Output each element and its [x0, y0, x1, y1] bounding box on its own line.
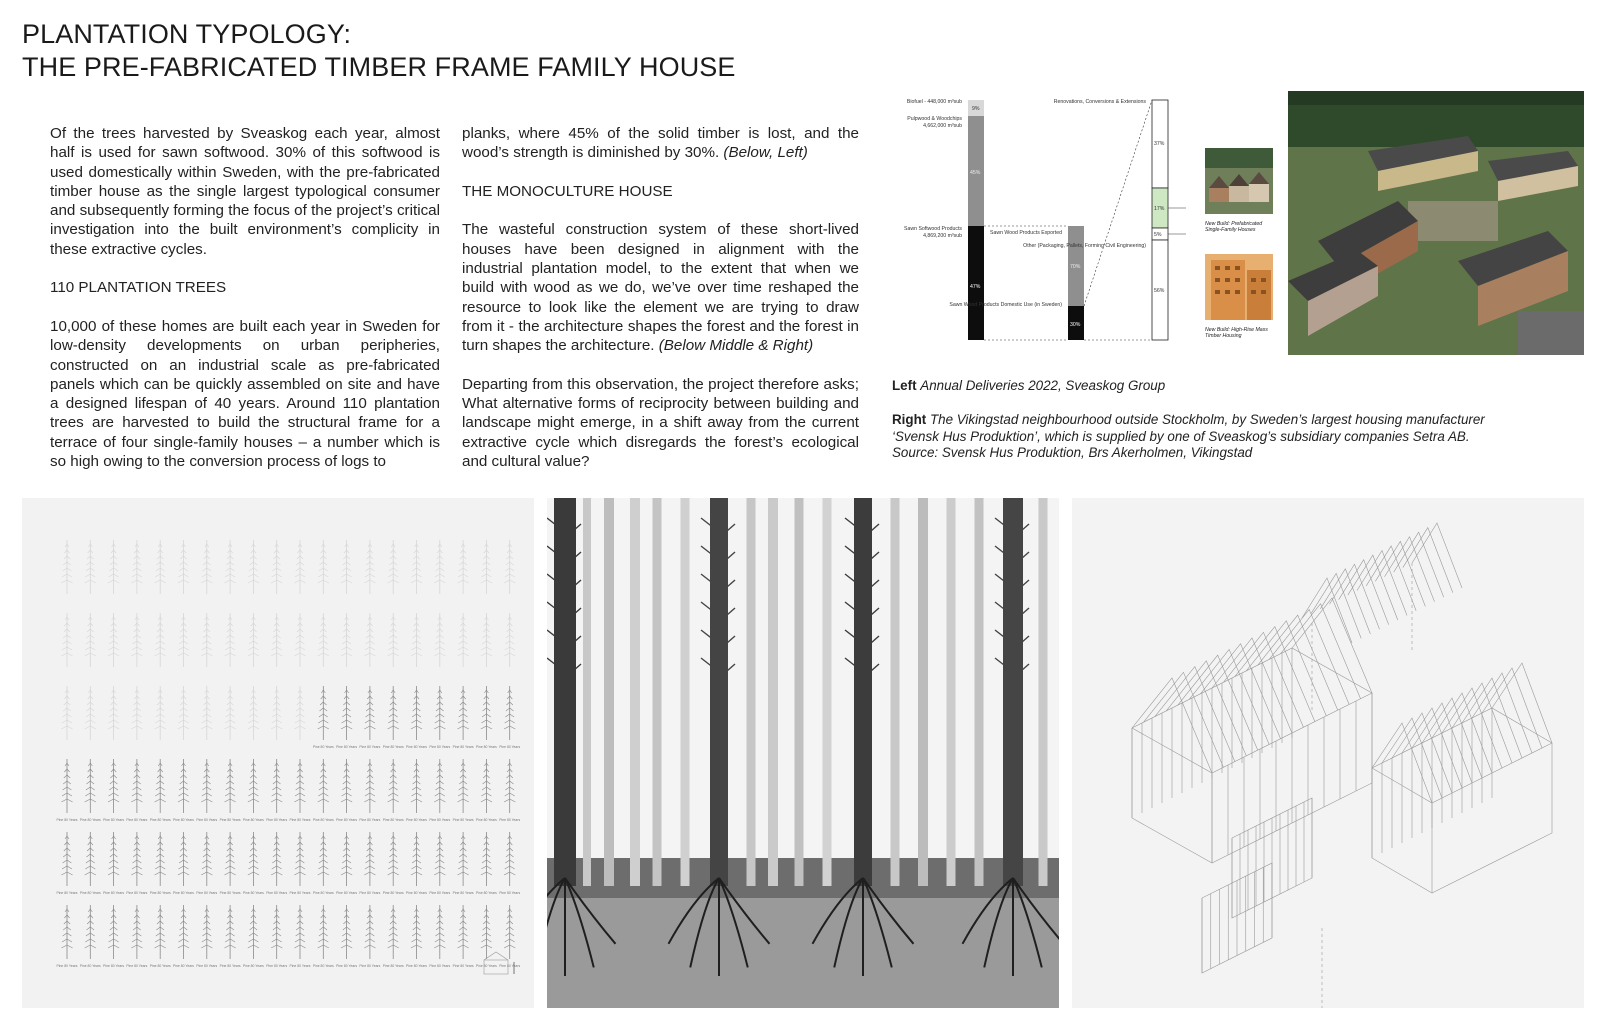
- pct-domestic: 30%: [1070, 322, 1081, 328]
- tree-label: Pine 80 Years: [312, 745, 334, 749]
- plantation-tree: [499, 905, 520, 968]
- plantation-tree: [225, 686, 236, 740]
- tree-label: Pine 80 Years: [382, 891, 404, 895]
- tree-trunk: [604, 498, 614, 886]
- plantation-tree: [201, 686, 212, 740]
- bar-sawn-softwood: [968, 226, 984, 340]
- tree-label: Pine 80 Years: [359, 818, 381, 822]
- plantation-tree: [383, 832, 404, 895]
- tree-label: Pine 80 Years: [475, 818, 497, 822]
- plantation-tree: [248, 540, 259, 594]
- thumb-houses-image: [1205, 148, 1273, 214]
- planks-paragraph: [462, 124, 859, 163]
- plantation-tree: [271, 686, 282, 740]
- pct-sawn: 47%: [970, 284, 981, 290]
- pct-renovations: 37%: [1154, 141, 1165, 147]
- plantation-tree: [388, 540, 399, 594]
- caption-right-line-2: ‘Svensk Hus Produktion’, which is supplied by one of Sveaskog’s subsidiary companies Setra AB.: [892, 428, 1470, 444]
- label-highrise: New Build: High-Rise Mass Timber Housing: [1205, 327, 1268, 339]
- plantation-tree: [481, 540, 492, 594]
- title-line-2: THE PRE-FABRICATED TIMBER FRAME FAMILY HOUSE: [22, 52, 736, 82]
- plantation-tree: [458, 613, 469, 667]
- plantation-tree: [150, 759, 171, 822]
- text-column-left: [50, 124, 440, 491]
- plantation-tree: [150, 905, 171, 968]
- tree-label: Pine 80 Years: [452, 745, 474, 749]
- planks-reference: (Below, Left): [723, 144, 808, 162]
- plantation-tree: [453, 832, 474, 895]
- pct-other: 56%: [1154, 288, 1165, 294]
- tree-label: Pine 80 Years: [499, 745, 521, 749]
- text-column-middle: [462, 124, 859, 491]
- plantation-tree: [294, 613, 305, 667]
- tree-label: Pine 80 Years: [56, 891, 78, 895]
- plantation-tree: [108, 686, 119, 740]
- plantation-tree: [201, 540, 212, 594]
- plantation-tree: [266, 759, 287, 822]
- tree-trunk: [823, 498, 832, 886]
- tree-label: Pine 80 Years: [359, 891, 381, 895]
- plantation-tree: [359, 686, 380, 749]
- caption-right-label: Right: [892, 412, 927, 427]
- plantation-tree: [85, 686, 96, 740]
- homes-paragraph: 10,000 of these homes are built each year in Sweden for low-density developments on urban peripheries, constructed on an industrial scale as pre-fabricated panels which can be quickly assembled on site and have a designed lifespan of 40 years. Around 110 plantation trees are harvested to build the structural frame for a terrace of four single-family houses – a number which is so high owing to the conversion process of logs to: [50, 317, 440, 471]
- plantation-tree: [61, 540, 72, 594]
- tree-label: Pine 80 Years: [56, 964, 78, 968]
- plantation-tree: [243, 759, 264, 822]
- plantation-tree: [266, 832, 287, 895]
- tree-label: Pine 80 Years: [406, 891, 427, 895]
- plantation-tree: [131, 686, 142, 740]
- plantation-tree: [131, 613, 142, 667]
- plantation-tree: [429, 759, 450, 822]
- plantation-tree: [225, 540, 236, 594]
- plantation-tree: [61, 686, 72, 740]
- tree-label: Pine 80 Years: [149, 818, 171, 822]
- tree-label: Pine 80 Years: [149, 891, 171, 895]
- plantation-tree: [173, 759, 194, 822]
- label-other: Other (Packaging, Pallets, Forming Civil Engineering): [1023, 243, 1146, 249]
- tree-trunk: [681, 498, 690, 886]
- plantation-tree: [57, 905, 78, 968]
- tree-label: Pine 80 Years: [336, 891, 358, 895]
- tree-label: Pine 80 Years: [382, 818, 404, 822]
- tree-trunk: [653, 498, 662, 886]
- plantation-tree: [85, 613, 96, 667]
- tree-label: Pine 80 Years: [219, 964, 241, 968]
- tree-label: Pine 80 Years: [242, 964, 264, 968]
- tree-label: Pine 80 Years: [266, 891, 288, 895]
- plantation-tree: [499, 832, 520, 895]
- label-exported: Sawn Wood Products Exported: [990, 230, 1062, 236]
- plantation-tree: [341, 540, 352, 594]
- tree-label: Pine 80 Years: [382, 745, 404, 749]
- plantation-tree: [383, 759, 404, 822]
- tree-label: Pine 80 Years: [219, 818, 241, 822]
- monoculture-reference: (Below Middle & Right): [658, 337, 814, 355]
- tree-grid-panel: [22, 498, 534, 1008]
- label-pulpwood-volume: 4,662,000 m³sub: [923, 123, 962, 129]
- caption-right-line-3: Source: Svensk Hus Produktion, Brs Akerholmen, Vikingstad: [892, 445, 1253, 460]
- plantation-tree: [85, 540, 96, 594]
- plantation-tree: [406, 759, 427, 822]
- tree-label: Pine 80 Years: [126, 818, 148, 822]
- tree-label: Pine 80 Years: [406, 964, 427, 968]
- plantation-tree: [313, 686, 334, 749]
- thumb-highrise: [1205, 254, 1273, 339]
- plantation-tree: [266, 905, 287, 968]
- caption-left-text: Annual Deliveries 2022, Sveaskog Group: [920, 378, 1166, 393]
- plantation-tree: [383, 905, 404, 968]
- plantation-tree: [103, 832, 124, 895]
- plantation-tree: [271, 540, 282, 594]
- tree-label: Pine 80 Years: [336, 964, 358, 968]
- tree-label: Pine 80 Years: [242, 818, 264, 822]
- plantation-tree: [318, 540, 329, 594]
- plantation-tree: [173, 905, 194, 968]
- section-heading-monoculture: THE MONOCULTURE HOUSE: [462, 182, 673, 200]
- plantation-tree: [406, 905, 427, 968]
- intro-paragraph: Of the trees harvested by Sveaskog each year, almost half is used for sawn softwood. 30% of this softwood is used domestically within Sweden, with the pre-fabricated timber house as the single largest typological consumer and subsequently forming the focus of the project’s critical investigation into the built environment’s complicity in these extractive cycles.: [50, 125, 440, 258]
- tree-label: Pine 80 Years: [196, 818, 218, 822]
- plantation-tree: [318, 613, 329, 667]
- vikingstad-aerial-photo: [1288, 91, 1584, 355]
- plantation-tree: [429, 832, 450, 895]
- plantation-tree: [126, 759, 147, 822]
- plantation-tree: [290, 832, 311, 895]
- tree-label: Pine 80 Years: [312, 891, 334, 895]
- label-sawn: Sawn Softwood Products: [904, 226, 962, 232]
- question-paragraph: Departing from this observation, the project therefore asks; What alternative forms of reciprocity between building and landscape might emerge, in a shift away from the current extractive cycle which disregards the forest’s ecological and cultural value?: [462, 375, 859, 471]
- plantation-tree: [458, 540, 469, 594]
- tree-label: Pine 80 Years: [406, 745, 427, 749]
- plantation-tree: [271, 613, 282, 667]
- plantation-tree: [80, 832, 101, 895]
- plantation-tree: [411, 540, 422, 594]
- plantation-tree: [429, 686, 450, 749]
- tree-grid: [22, 498, 534, 1008]
- tree-label: Pine 80 Years: [452, 964, 474, 968]
- pct-new-houses: 17%: [1154, 206, 1165, 212]
- caption-left: [892, 378, 1165, 395]
- plantation-tree: [178, 613, 189, 667]
- frame-lines: [1132, 523, 1552, 1008]
- label-domestic: Sawn Wood Products Domestic Use (in Sweden): [949, 302, 1062, 308]
- plantation-tree: [476, 759, 497, 822]
- tree-label: Pine 80 Years: [103, 891, 125, 895]
- label-biofuel: Biofuel - 448,000 m³sub: [906, 99, 962, 105]
- plantation-tree: [220, 759, 241, 822]
- plantation-tree: [173, 832, 194, 895]
- tree-trunk: [975, 498, 984, 886]
- plantation-tree: [155, 540, 166, 594]
- plantation-tree: [504, 613, 515, 667]
- label-renovations: Renovations, Conversions & Extensions: [1053, 99, 1146, 105]
- plantation-tree: [434, 540, 445, 594]
- forest-drawing-panel: [547, 498, 1059, 1008]
- tree-label: Pine 80 Years: [173, 964, 194, 968]
- plantation-tree: [336, 759, 357, 822]
- tree-label: Pine 80 Years: [103, 964, 125, 968]
- label-sawn-volume: 4,869,200 m³sub: [923, 233, 962, 239]
- label-pulpwood: Pulpwood & Woodchips: [907, 116, 962, 122]
- thumb-new-houses: [1205, 148, 1273, 233]
- tree-trunk: [1039, 498, 1048, 886]
- plantation-tree: [499, 759, 520, 822]
- plantation-tree: [243, 832, 264, 895]
- tree-label: Pine 80 Years: [475, 891, 497, 895]
- plantation-tree: [178, 540, 189, 594]
- tree-label: Pine 80 Years: [312, 818, 334, 822]
- pct-pulpwood: 45%: [970, 170, 981, 176]
- plantation-tree: [341, 613, 352, 667]
- plantation-tree: [453, 759, 474, 822]
- tree-trunk: [947, 498, 956, 886]
- tree-label: Pine 80 Years: [429, 891, 451, 895]
- plantation-tree: [336, 832, 357, 895]
- tree-label: Pine 80 Years: [382, 964, 404, 968]
- tree-label: Pine 80 Years: [266, 818, 288, 822]
- plantation-tree: [126, 832, 147, 895]
- tree-label: Pine 80 Years: [336, 818, 358, 822]
- plantation-tree: [429, 905, 450, 968]
- plantation-tree: [103, 759, 124, 822]
- tree-label: Pine 80 Years: [56, 818, 78, 822]
- plantation-tree: [155, 686, 166, 740]
- tree-label: Pine 80 Years: [429, 745, 451, 749]
- plantation-tree: [453, 686, 474, 749]
- plantation-tree: [476, 832, 497, 895]
- tree-label: Pine 80 Years: [126, 891, 148, 895]
- tree-trunk: [918, 498, 928, 886]
- plantation-tree: [196, 832, 217, 895]
- plantation-tree: [294, 540, 305, 594]
- plantation-tree: [481, 613, 492, 667]
- plantation-tree: [313, 759, 334, 822]
- tree-label: Pine 80 Years: [149, 964, 171, 968]
- tree-label: Pine 80 Years: [452, 891, 474, 895]
- caption-right: [892, 412, 1485, 462]
- timber-frame-axonometric-panel: [1072, 498, 1584, 1008]
- pct-exported: 70%: [1070, 264, 1081, 270]
- plantation-tree: [248, 686, 259, 740]
- plantation-tree: [108, 540, 119, 594]
- tree-label: Pine 80 Years: [336, 745, 358, 749]
- tree-trunk: [768, 498, 778, 886]
- plantation-tree: [178, 686, 189, 740]
- plantation-tree: [57, 832, 78, 895]
- plantation-tree: [108, 613, 119, 667]
- plantation-tree: [406, 832, 427, 895]
- section-heading-plantation-trees: 110 PLANTATION TREES: [50, 279, 227, 297]
- pct-biofuel: 9%: [972, 106, 980, 112]
- plantation-tree: [336, 905, 357, 968]
- tree-label: Pine 80 Years: [79, 818, 101, 822]
- tree-label: Pine 80 Years: [499, 964, 521, 968]
- plantation-tree: [243, 905, 264, 968]
- plantation-tree: [126, 905, 147, 968]
- plantation-tree: [364, 613, 375, 667]
- tree-trunk: [891, 498, 900, 886]
- plantation-tree: [290, 759, 311, 822]
- thumb-highrise-image: [1205, 254, 1273, 320]
- monoculture-paragraph: [462, 220, 859, 355]
- planks-text: planks, where 45% of the solid timber is lost, and the wood’s strength is diminished by 30%.: [462, 125, 859, 162]
- tree-label: Pine 80 Years: [196, 964, 218, 968]
- tree-label: Pine 80 Years: [126, 964, 148, 968]
- tree-label: Pine 80 Years: [289, 891, 311, 895]
- plantation-tree: [290, 905, 311, 968]
- caption-left-label: Left: [892, 378, 917, 393]
- tree-label: Pine 80 Years: [196, 891, 218, 895]
- label-new-houses: New Build: Prefabricated Single-Family Houses: [1205, 221, 1263, 233]
- tree-label: Pine 80 Years: [266, 964, 288, 968]
- plantation-tree: [57, 759, 78, 822]
- tree-trunk: [795, 498, 804, 886]
- plantation-tree: [201, 613, 212, 667]
- page-title: [22, 18, 736, 84]
- plantation-tree: [80, 905, 101, 968]
- plantation-tree: [155, 613, 166, 667]
- plantation-tree: [225, 613, 236, 667]
- timber-frame-axonometric: [1072, 498, 1584, 1008]
- plantation-tree: [359, 905, 380, 968]
- tree-label: Pine 80 Years: [475, 745, 497, 749]
- plantation-tree: [359, 832, 380, 895]
- plantation-tree: [504, 540, 515, 594]
- tree-label: Pine 80 Years: [242, 891, 264, 895]
- tree-label: Pine 80 Years: [452, 818, 474, 822]
- plantation-tree: [196, 905, 217, 968]
- plantation-tree: [364, 540, 375, 594]
- tree-label: Pine 80 Years: [359, 745, 381, 749]
- tree-label: Pine 80 Years: [79, 891, 101, 895]
- tree-label: Pine 80 Years: [499, 818, 521, 822]
- plantation-tree: [248, 613, 259, 667]
- monoculture-text: The wasteful construction system of these short-lived houses have been designed in alignment with the industrial plantation model, to the extent that when we build with wood as we do, we’ve over time reshaped the resource to look like the element we are trying to draw from it - the architecture shapes the forest and the forest in turn shapes the architecture.: [462, 221, 859, 355]
- plantation-tree: [220, 905, 241, 968]
- deliveries-diagram: [890, 92, 1190, 362]
- tree-label: Pine 80 Years: [289, 964, 311, 968]
- tree-label: Pine 80 Years: [429, 818, 451, 822]
- plantation-tree: [131, 540, 142, 594]
- plantation-tree: [388, 613, 399, 667]
- plantation-tree: [196, 759, 217, 822]
- plantation-tree: [453, 905, 474, 968]
- tree-trunk: [630, 498, 640, 886]
- tree-label: Pine 80 Years: [475, 964, 497, 968]
- caption-right-line-1: The Vikingstad neighbourhood outside Stockholm, by Sweden’s largest housing manufacturer: [929, 412, 1485, 427]
- plantation-tree: [294, 686, 305, 740]
- plantation-tree: [476, 686, 497, 749]
- plantation-tree: [383, 686, 404, 749]
- plantation-tree: [80, 759, 101, 822]
- plantation-tree: [406, 686, 427, 749]
- tree-label: Pine 80 Years: [406, 818, 427, 822]
- plantation-tree: [313, 832, 334, 895]
- plantation-tree: [434, 613, 445, 667]
- tree-label: Pine 80 Years: [289, 818, 311, 822]
- plantation-tree: [336, 686, 357, 749]
- plantation-tree: [499, 686, 520, 749]
- tree-label: Pine 80 Years: [103, 818, 125, 822]
- tree-label: Pine 80 Years: [429, 964, 451, 968]
- forest-drawing: [547, 498, 1059, 1008]
- tree-label: Pine 80 Years: [79, 964, 101, 968]
- tree-trunk: [747, 498, 756, 886]
- plantation-tree: [220, 832, 241, 895]
- tree-label: Pine 80 Years: [359, 964, 381, 968]
- plantation-tree: [61, 613, 72, 667]
- tree-label: Pine 80 Years: [173, 818, 194, 822]
- tree-label: Pine 80 Years: [312, 964, 334, 968]
- title-line-1: PLANTATION TYPOLOGY:: [22, 19, 352, 49]
- tree-trunk: [583, 498, 591, 886]
- plantation-tree: [313, 905, 334, 968]
- tree-label: Pine 80 Years: [173, 891, 194, 895]
- plantation-tree: [103, 905, 124, 968]
- tree-label: Pine 80 Years: [219, 891, 241, 895]
- tree-label: Pine 80 Years: [499, 891, 521, 895]
- plantation-tree: [150, 832, 171, 895]
- plantation-tree: [411, 613, 422, 667]
- pct-highrise: 5%: [1154, 232, 1162, 238]
- plantation-tree: [359, 759, 380, 822]
